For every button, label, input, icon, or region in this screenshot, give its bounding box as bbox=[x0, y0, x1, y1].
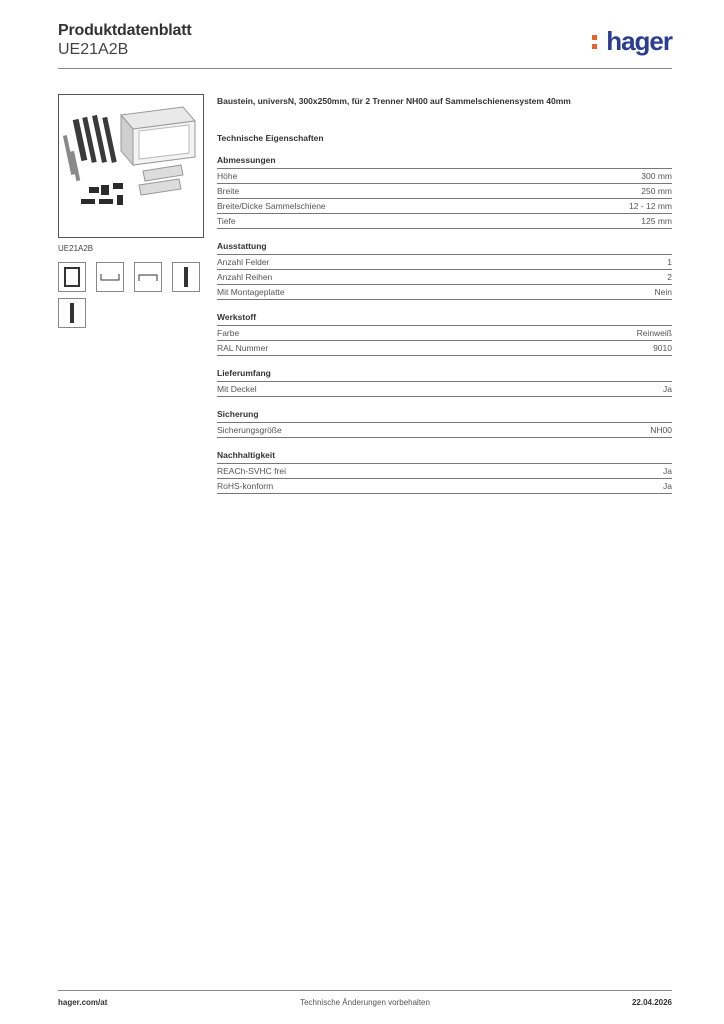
property-label: REACh-SVHC frei bbox=[217, 466, 286, 476]
property-row bbox=[217, 169, 672, 184]
technical-properties-heading: Technische Eigenschaften bbox=[217, 133, 324, 143]
property-group bbox=[217, 155, 672, 229]
product-illustration-icon bbox=[59, 95, 203, 237]
property-group bbox=[217, 241, 672, 300]
property-group bbox=[217, 409, 672, 438]
group-title: Ausstattung bbox=[217, 241, 672, 255]
logo-dots-icon bbox=[592, 35, 597, 53]
image-caption: UE21A2B bbox=[58, 244, 94, 253]
property-value: 1 bbox=[667, 257, 672, 267]
header-divider bbox=[58, 68, 672, 69]
property-row bbox=[217, 199, 672, 214]
property-label: Tiefe bbox=[217, 216, 236, 226]
property-row bbox=[217, 270, 672, 285]
frame-bottom-icon bbox=[135, 263, 161, 291]
thumbnail-side-view-2[interactable] bbox=[58, 298, 86, 328]
property-label: Anzahl Reihen bbox=[217, 272, 273, 282]
property-value: Ja bbox=[663, 466, 672, 476]
property-groups bbox=[217, 155, 672, 494]
thumbnail-top-view[interactable] bbox=[96, 262, 124, 292]
property-value: Ja bbox=[663, 384, 672, 394]
product-description: Baustein, universN, 300x250mm, für 2 Trenner NH00 auf Sammelschienensystem 40mm bbox=[217, 96, 571, 106]
property-label: Mit Deckel bbox=[217, 384, 257, 394]
group-title: Nachhaltigkeit bbox=[217, 450, 672, 464]
property-value: 125 mm bbox=[641, 216, 672, 226]
property-label: RAL Nummer bbox=[217, 343, 269, 353]
property-label: Mit Montageplatte bbox=[217, 287, 285, 297]
property-row bbox=[217, 184, 672, 199]
property-row bbox=[217, 464, 672, 479]
property-value: Nein bbox=[654, 287, 672, 297]
product-details bbox=[217, 96, 672, 494]
property-value: 12 - 12 mm bbox=[629, 201, 672, 211]
property-row bbox=[217, 382, 672, 397]
property-label: Anzahl Felder bbox=[217, 257, 270, 267]
thumbnail-side-view[interactable] bbox=[172, 262, 200, 292]
property-value: 250 mm bbox=[641, 186, 672, 196]
property-value: 2 bbox=[667, 272, 672, 282]
frame-top-icon bbox=[97, 263, 123, 291]
frame-front-icon bbox=[59, 263, 85, 291]
property-row bbox=[217, 341, 672, 356]
document-title: Produktdatenblatt bbox=[58, 22, 192, 39]
frame-side-icon bbox=[173, 263, 199, 291]
frame-side-icon bbox=[59, 299, 85, 327]
group-title: Lieferumfang bbox=[217, 368, 672, 382]
property-label: Breite/Dicke Sammelschiene bbox=[217, 201, 326, 211]
property-row bbox=[217, 479, 672, 494]
footer-website: hager.com/at bbox=[58, 998, 108, 1007]
property-value: 300 mm bbox=[641, 171, 672, 181]
property-label: Höhe bbox=[217, 171, 238, 181]
group-title: Abmessungen bbox=[217, 155, 672, 169]
page-header bbox=[58, 22, 672, 59]
property-label: RoHS-konform bbox=[217, 481, 274, 491]
property-label: Breite bbox=[217, 186, 240, 196]
group-title: Werkstoff bbox=[217, 312, 672, 326]
footer-divider bbox=[58, 990, 672, 991]
group-title: Sicherung bbox=[217, 409, 672, 423]
footer-disclaimer: Technische Änderungen vorbehalten bbox=[300, 998, 430, 1007]
property-value: Reinweiß bbox=[636, 328, 672, 338]
logo-text: hager bbox=[606, 26, 672, 56]
property-value: 9010 bbox=[653, 343, 672, 353]
thumbnail-bottom-view[interactable] bbox=[134, 262, 162, 292]
property-row bbox=[217, 326, 672, 341]
property-value: Ja bbox=[663, 481, 672, 491]
property-value: NH00 bbox=[650, 425, 672, 435]
product-code: UE21A2B bbox=[58, 41, 129, 58]
property-row bbox=[217, 285, 672, 300]
property-label: Farbe bbox=[217, 328, 240, 338]
property-group bbox=[217, 368, 672, 397]
property-row bbox=[217, 255, 672, 270]
property-group bbox=[217, 312, 672, 356]
hager-logo bbox=[592, 26, 672, 58]
property-label: Sicherungsgröße bbox=[217, 425, 282, 435]
property-group bbox=[217, 450, 672, 494]
product-image bbox=[58, 94, 204, 238]
footer-date: 22.04.2026 bbox=[631, 998, 672, 1007]
property-row bbox=[217, 423, 672, 438]
property-row bbox=[217, 214, 672, 229]
thumbnail-front-view[interactable] bbox=[58, 262, 86, 292]
